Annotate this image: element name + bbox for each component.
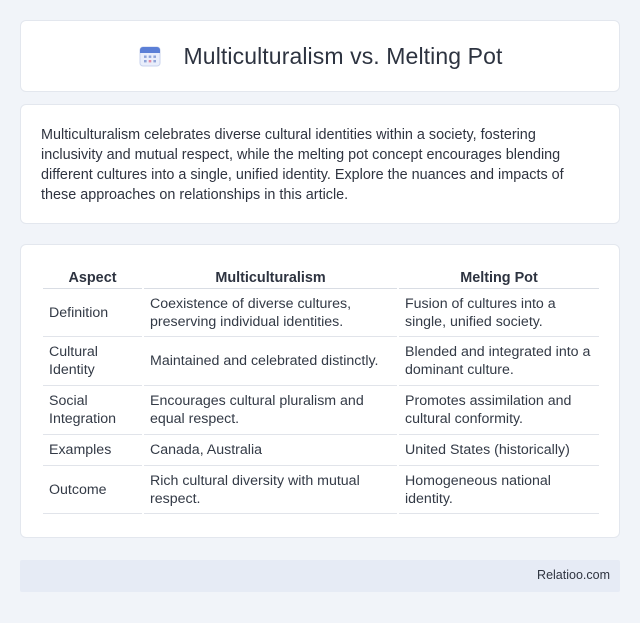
table-row xyxy=(43,337,599,386)
column-header-multiculturalism: Multiculturalism xyxy=(144,267,397,289)
row-label-cultural-identity: Cultural Identity xyxy=(43,337,142,386)
row-label-definition: Definition xyxy=(43,289,142,337)
cell-melting-pot: United States (historically) xyxy=(399,435,599,466)
title-wrap xyxy=(138,43,503,70)
table-row xyxy=(43,435,599,466)
comparison-table-card xyxy=(20,244,620,538)
cell-melting-pot: Homogeneous national identity. xyxy=(399,466,599,514)
header-card xyxy=(20,20,620,92)
row-label-examples: Examples xyxy=(43,435,142,466)
table-row xyxy=(43,386,599,435)
table-row xyxy=(43,289,599,337)
cell-multiculturalism: Encourages cultural pluralism and equal respect. xyxy=(144,386,397,435)
cell-multiculturalism: Maintained and celebrated distinctly. xyxy=(144,337,397,386)
cell-melting-pot: Fusion of cultures into a single, unified society. xyxy=(399,289,599,337)
cell-multiculturalism: Rich cultural diversity with mutual respect. xyxy=(144,466,397,514)
intro-paragraph: Multiculturalism celebrates diverse cultural identities within a society, fostering inclusivity and mutual respect, while the melting pot concept encourages blending different cultures into a single, unified identity. Explore the nuances and impacts of these approaches on relationships in this article. xyxy=(41,127,564,203)
row-label-social-integration: Social Integration xyxy=(43,386,142,435)
comparison-table xyxy=(41,267,601,514)
column-header-aspect: Aspect xyxy=(43,267,142,289)
intro-card xyxy=(20,104,620,224)
cell-multiculturalism: Canada, Australia xyxy=(144,435,397,466)
cell-melting-pot: Blended and integrated into a dominant culture. xyxy=(399,337,599,386)
page-title: Multiculturalism vs. Melting Pot xyxy=(183,42,503,69)
table-row xyxy=(43,466,599,514)
footer-brand: Relatioo.com xyxy=(537,568,610,582)
column-header-melting-pot: Melting Pot xyxy=(399,267,599,289)
cell-melting-pot: Promotes assimilation and cultural conformity. xyxy=(399,386,599,435)
footer-bar xyxy=(20,560,620,592)
calendar-icon xyxy=(138,44,162,68)
cell-multiculturalism: Coexistence of diverse cultures, preserving individual identities. xyxy=(144,289,397,337)
row-label-outcome: Outcome xyxy=(43,466,142,514)
table-header-row xyxy=(43,267,599,289)
